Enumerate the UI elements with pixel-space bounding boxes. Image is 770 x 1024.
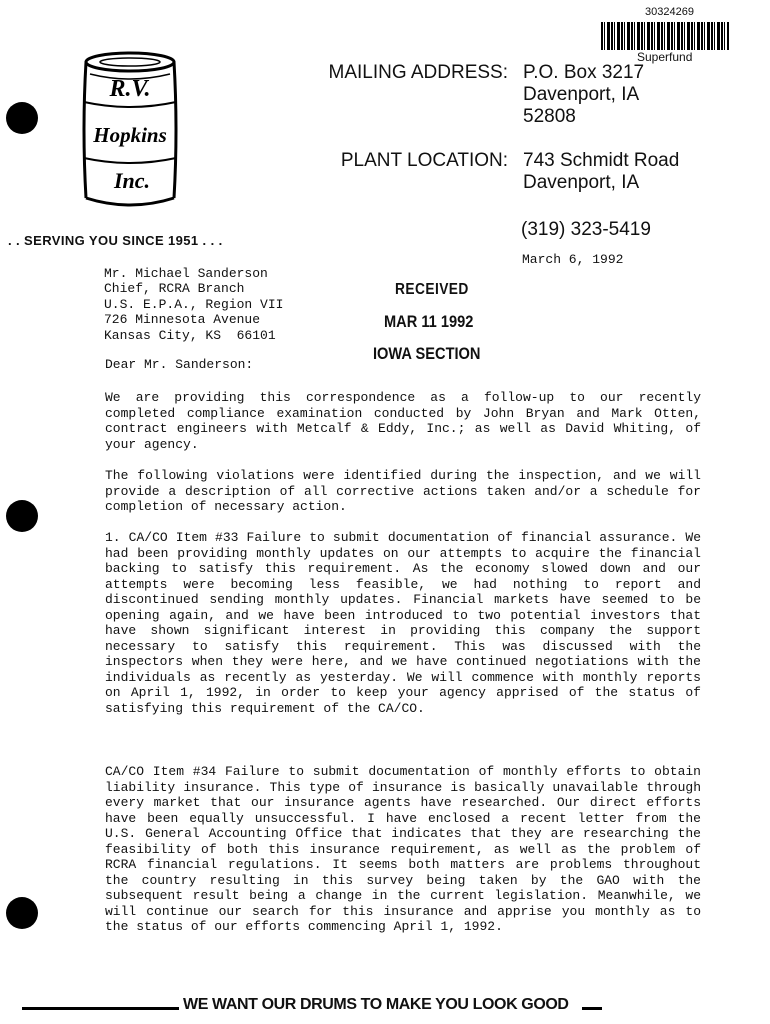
- logo-text-rv: R.V.: [109, 76, 151, 102]
- recipient-line: 726 Minnesota Avenue: [104, 312, 261, 328]
- mailing-line: 52808: [523, 106, 576, 127]
- logo-text-inc: Inc.: [113, 168, 151, 193]
- body-paragraph: The following violations were identified during the inspection, and we will provide a description of all corrective actions taken and/or a schedule for completion of necessary action.: [105, 468, 701, 514]
- footer-rule-right: [582, 1007, 602, 1010]
- plant-location: [523, 150, 679, 194]
- mailing-address-label: MAILING ADDRESS:: [328, 62, 508, 83]
- recipient-line: Mr. Michael Sanderson: [104, 266, 268, 281]
- recipient-line: Kansas City, KS 66101: [104, 327, 276, 343]
- body-paragraph: 1. CA/CO Item #33 Failure to submit documentation of financial assurance. We had been providing monthly updates on our attempts to acquire the financial backing to satisfy this requirement. As the economy slowed down and our attempts were becoming less feasible, we had nothing to report and discontinued sending monthly updates. Financial markets have seemed to be opening again, and we have been introduced to two potential investors that have shown significant interest in providing this company the support necessary to satisfy this requirement. This was discussed with the inspectors when they were here, and we have continued negotiations with the individuals as recently as yesterday. We will commence with monthly reports on April 1, 1992, in order to keep your agency apprised of the status of satisfying this requirement of the CA/CO.: [105, 530, 701, 716]
- punch-hole: [6, 500, 38, 532]
- company-logo: [78, 50, 182, 210]
- mailing-line: P.O. Box 3217: [523, 62, 645, 83]
- body-paragraph: CA/CO Item #34 Failure to submit documentation of monthly efforts to obtain liability insurance. This type of insurance is basically unavailable through every market that our insurance agents have researched. Our direct efforts have been equally unsuccessful. I have enclosed a recent letter from the U.S. General Accounting Office that indicates that they are researching the feasibility of both this insurance requirement, as well as the problem of RCRA financial regulations. It seems both matters are problems throughout the country resulting in this survey being taken by the GAO with the subsequent result being a change in the current legislation. Meanwhile, we will continue our search for this insurance and apprise you monthly as to the status of our efforts commencing April 1, 1992.: [105, 764, 701, 934]
- plant-line: 743 Schmidt Road: [523, 150, 680, 171]
- body-paragraph: We are providing this correspondence as a follow-up to our recently completed compliance examination conducted by John Bryan and Mark Otten, contract engineers with Metcalf & Eddy, Inc.; as well as David Whiting, of your agency.: [105, 390, 701, 452]
- footer-rule-left: [22, 1007, 179, 1010]
- barcode: [601, 22, 729, 50]
- received-stamp-section: IOWA SECTION: [373, 344, 481, 363]
- company-tagline: . . SERVING YOU SINCE 1951 . . .: [8, 233, 223, 248]
- barcode-label: Superfund: [637, 50, 693, 64]
- punch-hole: [6, 102, 38, 134]
- recipient-address: [104, 266, 283, 343]
- plant-line: Davenport, IA: [523, 172, 640, 193]
- punch-hole: [6, 897, 38, 929]
- letter-date: March 6, 1992: [522, 252, 624, 267]
- plant-location-label: PLANT LOCATION:: [340, 150, 508, 171]
- phone-number: (319) 323-5419: [521, 219, 651, 240]
- footer-slogan: WE WANT OUR DRUMS TO MAKE YOU LOOK GOOD: [183, 996, 569, 1013]
- recipient-line: Chief, RCRA Branch: [104, 281, 245, 297]
- received-stamp: RECEIVED: [395, 281, 469, 298]
- received-stamp-date: MAR 11 1992: [384, 312, 474, 331]
- salutation: Dear Mr. Sanderson:: [105, 357, 254, 372]
- mailing-line: Davenport, IA: [523, 84, 640, 105]
- logo-text-hopkins: Hopkins: [93, 123, 167, 147]
- document-number: 30324269: [645, 6, 694, 18]
- mailing-address: [523, 62, 644, 128]
- recipient-line: U.S. E.P.A., Region VII: [104, 296, 284, 312]
